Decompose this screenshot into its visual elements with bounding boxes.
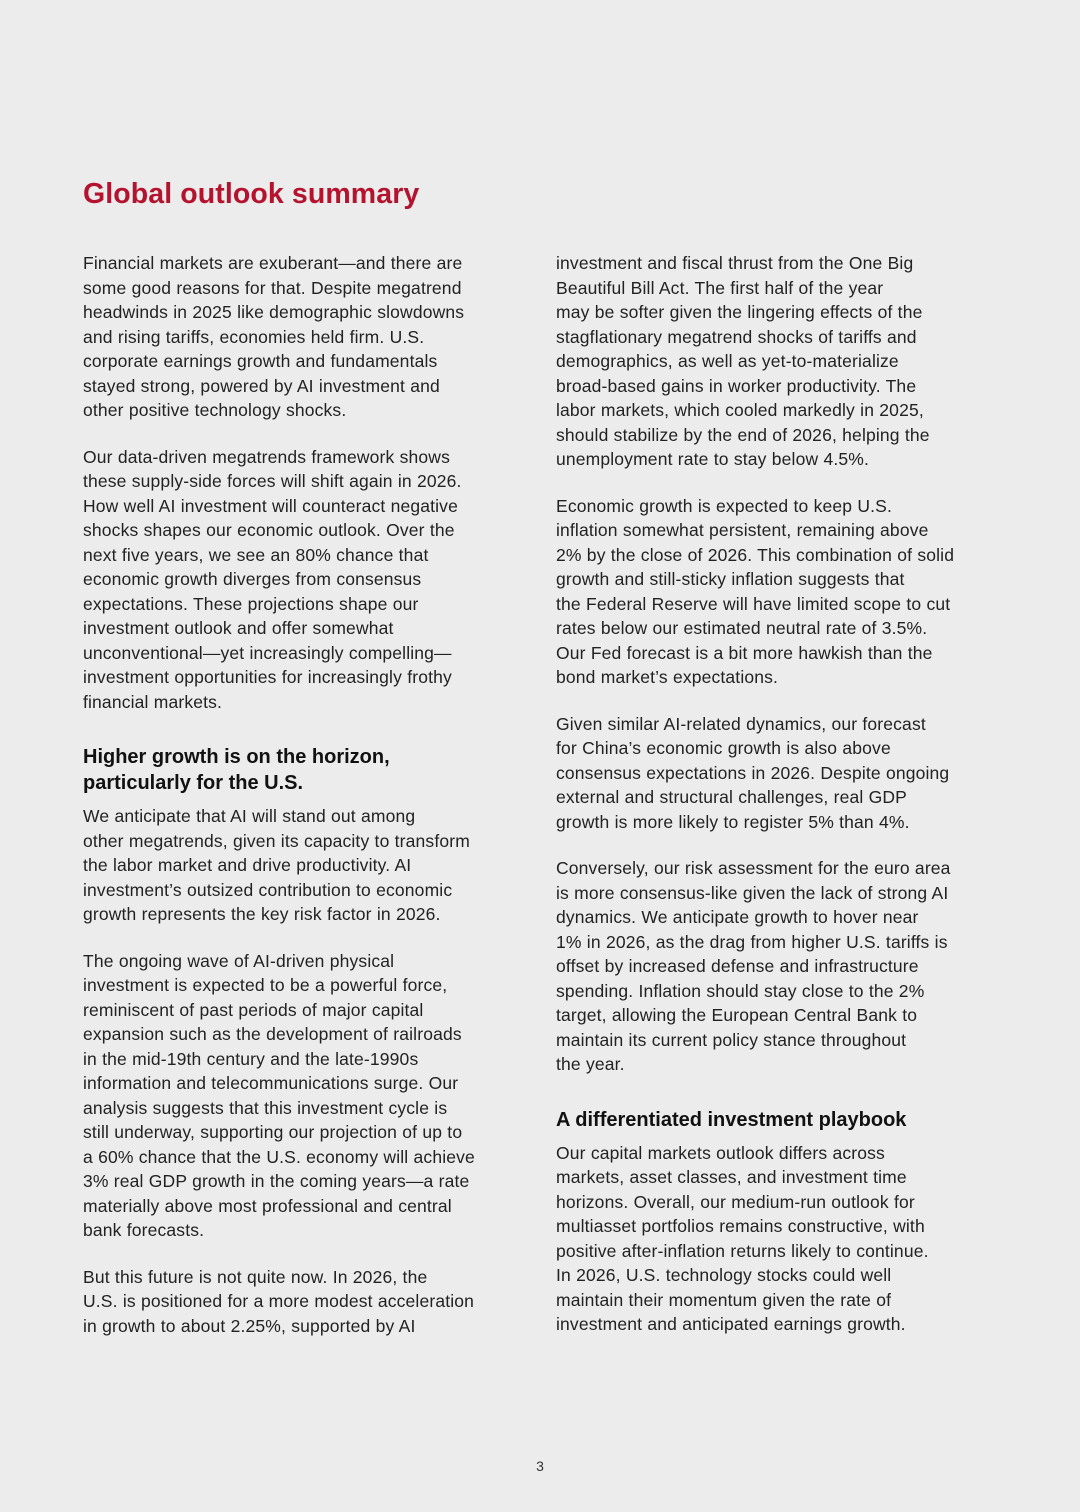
text-line: investment is expected to be a powerful force, [83,975,448,995]
text-line: still underway, supporting our projection of up to [83,1122,463,1142]
text-line: investment outlook and offer somewhat [83,618,394,638]
text-line: How well AI investment will counteract negative [83,495,458,516]
paragraph [556,712,1001,835]
text-line: Economic growth is expected to keep U.S. [556,495,892,516]
text-line: We anticipate that AI will stand out among [83,806,416,826]
text-line: economic growth diverges from consensus [83,569,422,589]
text-line: unconventional—yet increasingly compelling— [83,642,452,663]
text-line: A differentiated investment playbook [556,1108,907,1131]
text-line: next five years, we see an 80% chance that [83,544,429,565]
text-line: 1% in 2026, as the drag from higher U.S. tariffs is [556,931,948,952]
text-line: target, allowing the European Central Bank to [556,1005,918,1025]
text-line: expansion such as the development of railroads [83,1024,462,1044]
text-line: consensus expectations in 2026. Despite ongoing [556,762,950,783]
text-line: these supply-side forces will shift again in 2026. [83,471,462,491]
left-column [83,251,523,1338]
text-line: dynamics. We anticipate growth to hover near [556,907,919,927]
text-line: The ongoing wave of AI-driven physical [83,950,395,971]
text-line: stagflationary megatrend shocks of tariffs and [556,326,917,347]
text-line: financial markets. [83,691,223,712]
text-line: markets, asset classes, and investment time [556,1167,907,1187]
paragraph [556,1141,1001,1337]
text-line: 2% by the close of 2026. This combination of solid [556,544,955,565]
text-line: But this future is not quite now. In 2026, the [83,1266,428,1287]
text-line: is more consensus-like given the lack of strong AI [556,882,949,903]
text-line: some good reasons for that. Despite megatrend [83,277,462,298]
text-line: expectations. These projections shape our [83,593,419,614]
text-line: other positive technology shocks. [83,400,347,420]
text-line: growth is more likely to register 5% than 4%. [556,811,910,832]
text-line: for China’s economic growth is also above [556,738,891,758]
text-line: offset by increased defense and infrastructure [556,956,919,976]
text-line: demographics, as well as yet-to-materialize [556,351,899,371]
text-line: Our Fed forecast is a bit more hawkish than the [556,642,933,663]
text-line: investment and fiscal thrust from the One Big [556,253,914,273]
page-number: 3 [536,1458,544,1474]
text-line: positive after-inflation returns likely to continue. [556,1240,929,1261]
text-line: materially above most professional and central [83,1195,452,1216]
section-heading [83,744,523,796]
paragraph [83,251,523,423]
text-line: headwinds in 2025 like demographic slowdowns [83,302,465,322]
text-line: other megatrends, given its capacity to transform [83,830,470,851]
text-line: bond market’s expectations. [556,667,779,687]
text-line: the year. [556,1054,625,1074]
text-line: corporate earnings growth and fundamentals [83,351,438,371]
text-line: information and telecommunications surge. Our [83,1073,459,1093]
text-line: Higher growth is on the horizon, [83,746,390,768]
text-line: in the mid-19th century and the late-1990s [83,1048,419,1069]
text-line: investment opportunities for increasingly frothy [83,667,452,687]
text-line: Beautiful Bill Act. The first half of the year [556,277,884,298]
text-line: external and structural challenges, real GDP [556,787,907,807]
text-line: multiasset portfolios remains constructive, with [556,1216,925,1236]
text-line: particularly for the U.S. [83,772,304,794]
text-line: Financial markets are exuberant—and there are [83,253,463,273]
text-line: maintain its current policy stance throughout [556,1029,907,1050]
text-line: unemployment rate to stay below 4.5%. [556,449,869,469]
text-line: inflation somewhat persistent, remaining above [556,520,929,540]
text-line: growth and still-sticky inflation suggests that [556,569,905,589]
paragraph [556,494,1001,690]
text-line: Given similar AI-related dynamics, our forecast [556,713,926,734]
paragraph [83,949,523,1243]
text-line: the Federal Reserve will have limited scope to cut [556,593,951,614]
text-line: growth represents the key risk factor in 2026. [83,904,441,924]
text-line: labor markets, which cooled markedly in 2025, [556,400,924,420]
paragraph [83,445,523,715]
text-line: in growth to about 2.25%, supported by AI [83,1315,416,1336]
text-line: In 2026, U.S. technology stocks could well [556,1265,892,1285]
text-line: and rising tariffs, economies held firm. U.S. [83,326,425,347]
right-column [556,251,1001,1337]
text-line: analysis suggests that this investment cycle is [83,1097,448,1118]
text-line: U.S. is positioned for a more modest acceleration [83,1291,475,1311]
text-line: horizons. Overall, our medium-run outlook for [556,1191,915,1212]
text-line: the labor market and drive productivity. AI [83,855,412,875]
text-line: Our capital markets outlook differs across [556,1142,885,1163]
text-line: may be softer given the lingering effects of the [556,302,923,322]
paragraph [556,856,1001,1077]
paragraph [556,251,1001,472]
paragraph [83,804,523,927]
text-line: investment and anticipated earnings growth. [556,1314,906,1334]
text-line: Our data-driven megatrends framework shows [83,446,450,467]
text-line: shocks shapes our economic outlook. Over the [83,520,455,540]
text-line: maintain their momentum given the rate of [556,1289,892,1310]
text-line: reminiscent of past periods of major capital [83,999,424,1020]
paragraph [83,1265,523,1339]
text-line: a 60% chance that the U.S. economy will achieve [83,1146,475,1167]
page-title: Global outlook summary [83,178,420,210]
section-heading [556,1107,1001,1133]
text-line: stayed strong, powered by AI investment and [83,375,440,396]
text-line: rates below our estimated neutral rate of 3.5%. [556,618,928,638]
text-line: investment’s outsized contribution to economic [83,879,453,900]
text-line: 3% real GDP growth in the coming years—a rate [83,1171,470,1191]
text-line: spending. Inflation should stay close to the 2% [556,980,925,1001]
text-line: broad-based gains in worker productivity. The [556,375,917,396]
text-line: Conversely, our risk assessment for the euro area [556,858,951,878]
text-line: bank forecasts. [83,1220,205,1240]
text-line: should stabilize by the end of 2026, helping the [556,424,930,445]
